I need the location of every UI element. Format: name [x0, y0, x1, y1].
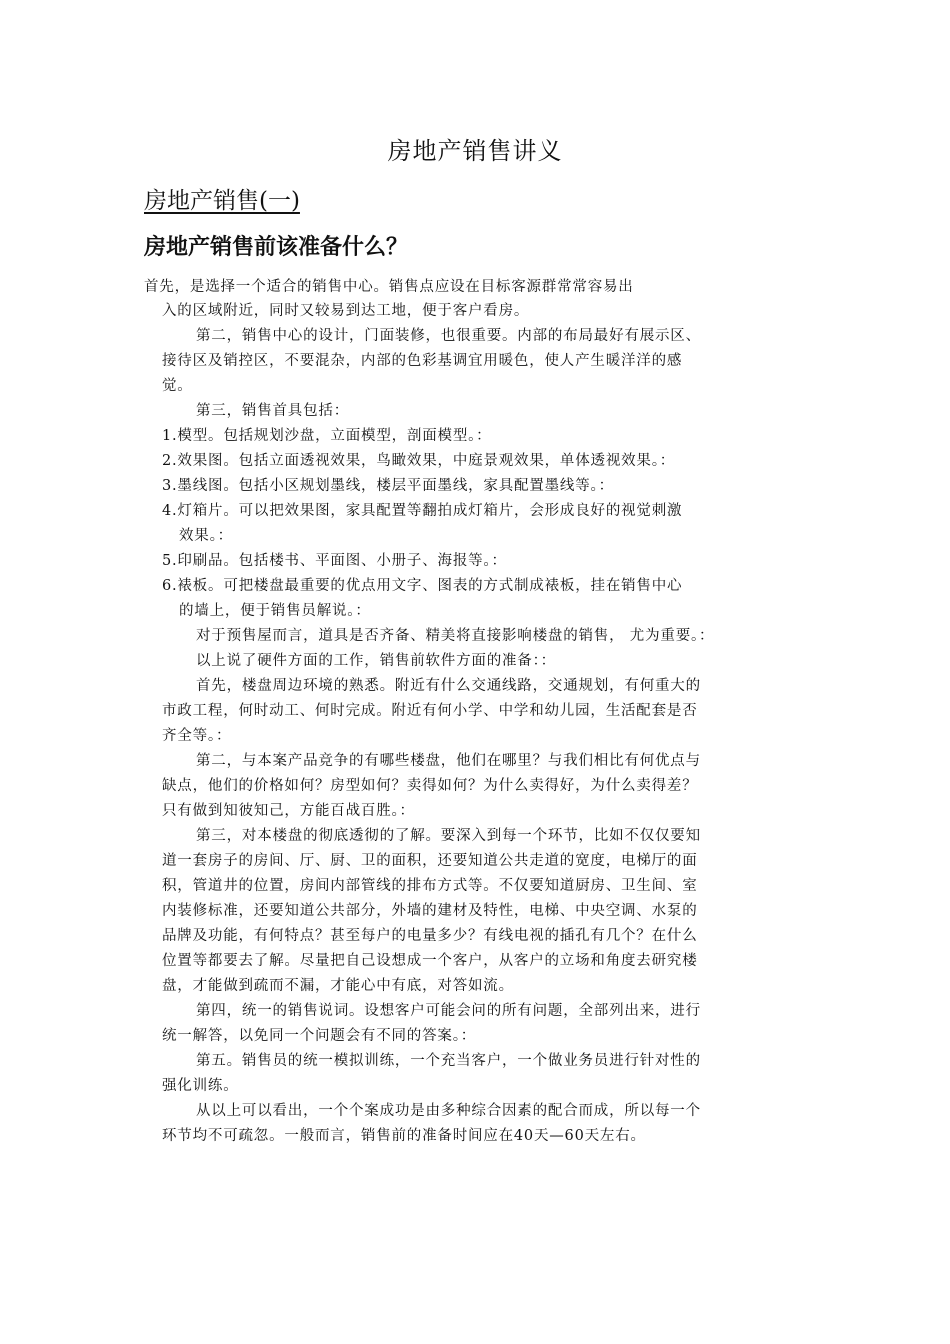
list-item: 3.墨线图。包括小区规划墨线，楼层平面墨线，家具配置墨线等。： — [162, 478, 614, 494]
body-line: 强化训练。 — [162, 1078, 239, 1094]
body-line: 齐全等。： — [162, 728, 232, 744]
body-line: 对于预售屋而言，道具是否齐备、精美将直接影响楼盘的销售， 尤为重要。： — [196, 628, 715, 644]
body-line: 第三，销售首具包括： — [196, 403, 349, 419]
body-line: 统一解答，以免同一个问题会有不同的答案。： — [162, 1028, 477, 1044]
body-line: 品牌及功能，有何特点？甚至每户的电量多少？有线电视的插孔有几个？在什么 — [162, 928, 698, 944]
body-line: 首先，楼盘周边环境的熟悉。附近有什么交通线路，交通规划，有何重大的 — [196, 678, 701, 694]
list-item: 6.裱板。可把楼盘最重要的优点用文字、图表的方式制成裱板，挂在销售中心 — [162, 578, 683, 594]
body-line: 觉。 — [162, 378, 193, 394]
body-line: 第二，销售中心的设计，门面装修，也很重要。内部的布局最好有展示区、 — [196, 328, 701, 344]
body-line: 道一套房子的房间、厅、厨、卫的面积，还要知道公共走道的宽度，电梯厅的面 — [162, 853, 698, 869]
body-line: 首先，是选择一个适合的销售中心。销售点应设在目标客源群常常容易出 — [144, 279, 634, 295]
body-line: 第四，统一的销售说词。设想客户可能会问的所有问题，全部列出来，进行 — [196, 1003, 701, 1019]
body-line: 以上说了硬件方面的工作，销售前软件方面的准备：： — [196, 653, 556, 669]
list-item: 的墙上，便于销售员解说。： — [179, 603, 371, 619]
list-item: 效果。： — [179, 528, 233, 544]
body-line: 第二，与本案产品竞争的有哪些楼盘，他们在哪里？与我们相比有何优点与 — [196, 753, 701, 769]
document-title: 房地产销售讲义 — [387, 137, 563, 165]
body-line: 从以上可以看出，一个个案成功是由多种综合因素的配合而成，所以每一个 — [196, 1103, 701, 1119]
body-line: 缺点，他们的价格如何？房型如何？卖得如何？为什么卖得好，为什么卖得差？ — [162, 778, 698, 794]
body-line: 盘，才能做到疏而不漏，才能心中有底，对答如流。 — [162, 978, 514, 994]
body-line: 内装修标准，还要知道公共部分，外墙的建材及特性，电梯、中央空调、水泵的 — [162, 903, 698, 919]
body-line: 位置等都要去了解。尽量把自己设想成一个客户，从客户的立场和角度去研究楼 — [162, 953, 698, 969]
list-item: 2.效果图。包括立面透视效果，鸟瞰效果，中庭景观效果，单体透视效果。： — [162, 453, 676, 469]
list-item: 5.印刷品。包括楼书、平面图、小册子、海报等。： — [162, 553, 507, 569]
section-title: 房地产销售(一) — [144, 188, 300, 214]
list-item: 1.模型。包括规划沙盘，立面模型，剖面模型。： — [162, 428, 492, 444]
body-line: 环节均不可疏忽。一般而言，销售前的准备时间应在40天—60天左右。 — [162, 1128, 646, 1144]
body-line: 第三，对本楼盘的彻底透彻的了解。要深入到每一个环节，比如不仅仅要知 — [196, 828, 701, 844]
body-line: 接待区及销控区，不要混杂，内部的色彩基调宜用暖色，使人产生暖洋洋的感 — [162, 353, 683, 369]
body-line: 积，管道井的位置，房间内部管线的排布方式等。不仅要知道厨房、卫生间、室 — [162, 878, 698, 894]
list-item: 4.灯箱片。可以把效果图，家具配置等翻拍成灯箱片，会形成良好的视觉刺激 — [162, 503, 683, 519]
body-line: 只有做到知彼知己，方能百战百胜。： — [162, 803, 415, 819]
body-line: 市政工程，何时动工、何时完成。附近有何小学、中学和幼儿园，生活配套是否 — [162, 703, 698, 719]
body-line: 入的区域附近，同时又较易到达工地，便于客户看房。 — [162, 303, 530, 319]
body-line: 第五。销售员的统一模拟训练，一个充当客户，一个做业务员进行针对性的 — [196, 1053, 701, 1069]
question-heading: 房地产销售前该准备什么？ — [144, 235, 409, 260]
